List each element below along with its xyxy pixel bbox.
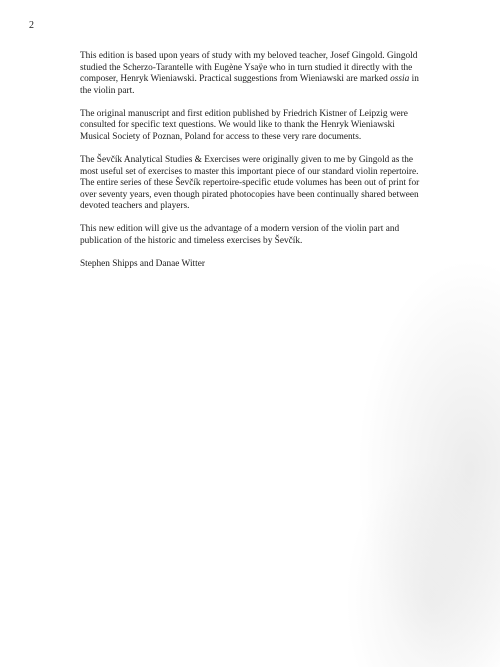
paragraph-new-edition: This new edition will give us the advantage of a modern version of the violin part and publication of the historic and timeless exercises by Ševčík. — [80, 224, 400, 246]
paragraph-gingold-ending: in the violin part. — [80, 74, 419, 96]
body-text — [80, 51, 425, 270]
ossia-term: ossia — [390, 74, 410, 85]
paragraph-gingold-text: This edition is based upon years of study with my beloved teacher, Josef Gingold. Gingold studied the Scherzo-Tarantelle with Eugène Ysaÿe who in turn studied it directly with the composer, Henryk Wieniawski. Practical suggestions from Wieniawski are marked — [80, 51, 418, 85]
signature: Stephen Shipps and Danae Witter — [80, 258, 205, 269]
paragraph-manuscript: The original manuscript and first edition published by Friedrich Kistner of Leipzig were consulted for specific text questions. We would like to thank the Henryk Wieniawski Musical Society of Poznan, Poland for access to these very rare documents. — [80, 108, 408, 142]
page-number: 2 — [29, 20, 34, 31]
paragraph-gingold — [80, 51, 425, 97]
paragraph-sevcik-studies: The Ševčík Analytical Studies & Exercises were originally given to me by Gingold as the most useful set of exercises to master this important piece of our standard violin repertoire. The entire series of these Ševčík repertoire-specific etude volumes has been out of print for over seventy years, even though pirated photocopies have been continually shared between devoted teachers and players. — [80, 154, 420, 212]
